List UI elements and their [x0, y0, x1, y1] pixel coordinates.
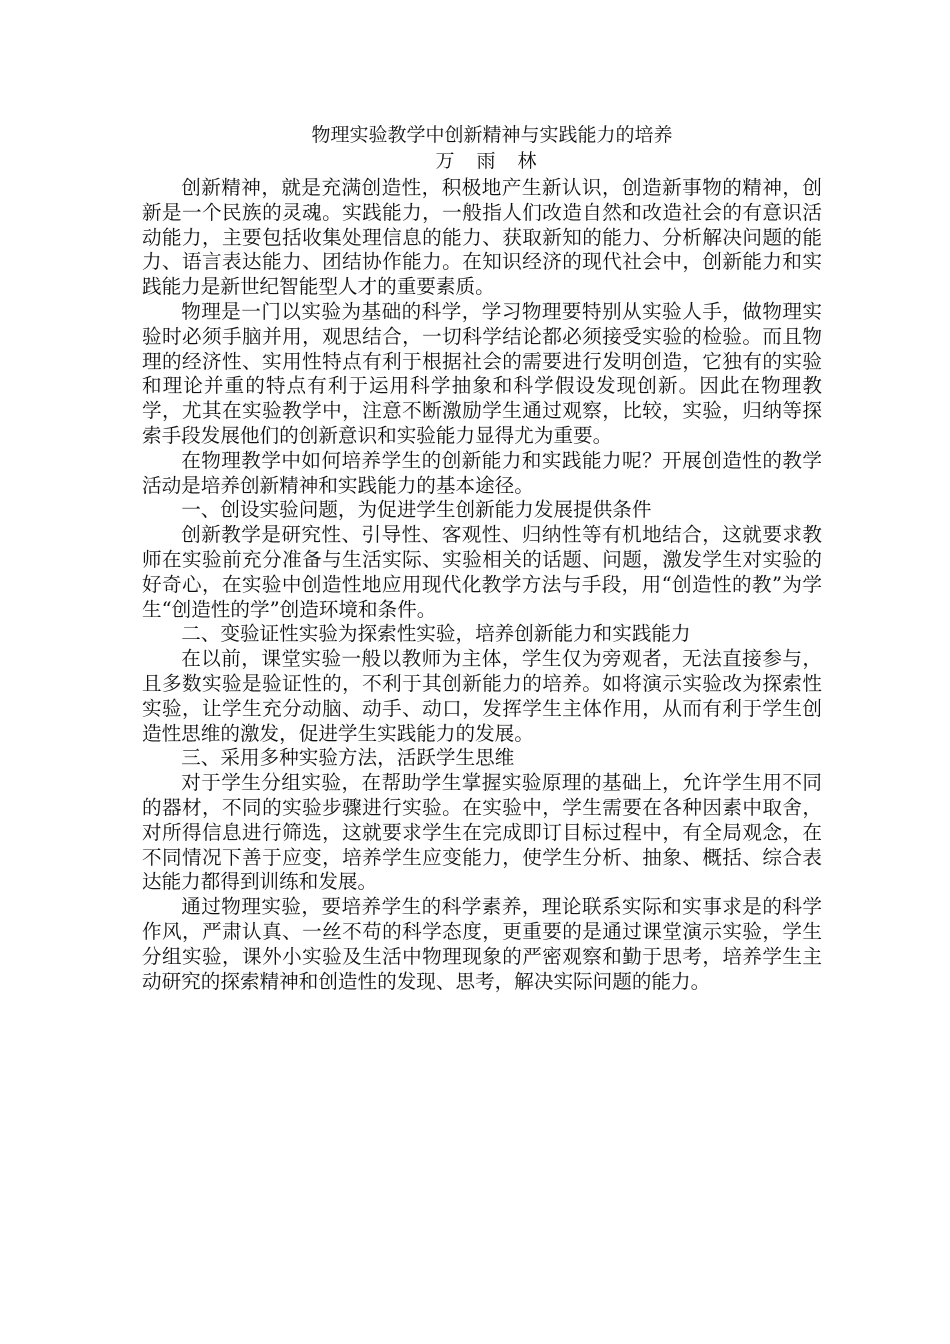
- section-body-1: 创新教学是研究性、引导性、客观性、归纳性等有机地结合，这就要求教师在实验前充分准备与生活实际、实验相关的话题、问题，激发学生对实验的好奇心，在实验中创造性地应用现代化教学方法与手段，用“创造性的教”为学生“创造性的学”创造环境和条件。: [142, 523, 822, 621]
- conclusion-paragraph: 通过物理实验，要培养学生的科学素养，理论联系实际和实事求是的科学作风，严肃认真、一丝不苟的科学态度，更重要的是通过课堂演示实验，学生分组实验，课外小实验及生活中物理现象的严密观察和勤于思考，培养学生主动研究的探索精神和创造性的发现、思考，解决实际问题的能力。: [142, 895, 822, 993]
- intro-paragraph-2: 物理是一门以实验为基础的科学，学习物理要特别从实验人手，做物理实验时必须手脑并用，观思结合，一切科学结论都必须接受实验的检验。而且物理的经济性、实用性特点有利于根据社会的需要进行发明创造，它独有的实验和理论并重的特点有利于运用科学抽象和科学假设发现创新。因此在物理教学，尤其在实验教学中，注意不断激励学生通过观察，比较，实验，归纳等探索手段发展他们的创新意识和实验能力显得尤为重要。: [142, 299, 822, 447]
- section-heading-2: 二、变验证性实验为探索性实验，培养创新能力和实践能力: [181, 622, 691, 646]
- document-author: 万雨林: [435, 150, 559, 172]
- document-page: [142, 122, 822, 994]
- section-body-3: 对于学生分组实验，在帮助学生掌握实验原理的基础上，允许学生用不同的器材，不同的实验步骤进行实验。在实验中，学生需要在各种因素中取舍，对所得信息进行筛选，这就要求学生在完成即订目标过程中，有全局观念，在不同情况下善于应变，培养学生应变能力，使学生分析、抽象、概括、综合表达能力都得到训练和发展。: [142, 771, 822, 894]
- section-heading-1: 一、创设实验问题，为促进学生创新能力发展提供条件: [181, 498, 652, 522]
- document-title: 物理实验教学中创新精神与实践能力的培养: [311, 124, 673, 146]
- intro-paragraph-3: 在物理教学中如何培养学生的创新能力和实践能力呢？开展创造性的教学活动是培养创新精神和实践能力的基本途径。: [142, 448, 822, 497]
- intro-paragraph-1: 创新精神，就是充满创造性，积极地产生新认识，创造新事物的精神，创新是一个民族的灵魂。实践能力，一般指人们改造自然和改造社会的有意识活动能力，主要包括收集处理信息的能力、获取新知的能力、分析解决问题的能力、语言表达能力、团结协作能力。在知识经济的现代社会中，创新能力和实践能力是新世纪智能型人才的重要素质。: [142, 176, 822, 299]
- section-heading-3: 三、采用多种实验方法，活跃学生思维: [181, 746, 515, 770]
- section-body-2: 在以前，课堂实验一般以教师为主体，学生仅为旁观者，无法直接参与，且多数实验是验证性的，不利于其创新能力的培养。如将演示实验改为探索性实验，让学生充分动脑、动手、动口，发挥学生主体作用，从而有利于学生创造性思维的激发，促进学生实践能力的发展。: [142, 647, 822, 745]
